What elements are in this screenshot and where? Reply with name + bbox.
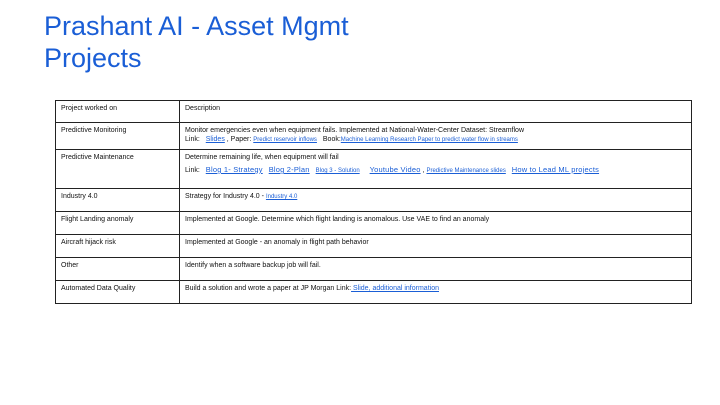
blog3-link[interactable]: Blog 3 - Solution: [315, 168, 360, 174]
project-description: [180, 189, 692, 212]
link-label: Link:: [185, 167, 200, 174]
description-text: Build a solution and wrote a paper at JP Morgan Link:: [185, 285, 352, 292]
project-description: Identify when a software backup job will fail.: [180, 258, 692, 281]
project-name: Automated Data Quality: [56, 281, 180, 304]
project-name: Predictive Monitoring: [56, 123, 180, 150]
header-project: Project worked on: [56, 101, 180, 123]
paper-label: , Paper:: [226, 136, 252, 143]
table-row: [56, 123, 692, 150]
comma: ,: [422, 167, 425, 174]
project-description: [180, 281, 692, 304]
project-name: Other: [56, 258, 180, 281]
links-line: [185, 165, 687, 176]
project-description: Implemented at Google - an anomaly in flight path behavior: [180, 235, 692, 258]
how-to-lead-link[interactable]: How to Lead ML projects: [511, 165, 600, 174]
links-line: [185, 135, 687, 145]
table-row: [56, 281, 692, 304]
project-name: Flight Landing anomaly: [56, 212, 180, 235]
slide-link[interactable]: Slide,: [351, 285, 371, 292]
industry-link[interactable]: Industry 4.0: [265, 194, 298, 200]
slides-link[interactable]: Slides: [205, 136, 225, 143]
project-name: Industry 4.0: [56, 189, 180, 212]
project-name: Predictive Maintenance: [56, 150, 180, 189]
table-row: [56, 212, 692, 235]
projects-table: [55, 100, 692, 304]
table-row: [56, 189, 692, 212]
slide-title: [44, 10, 684, 74]
table-header-row: [56, 101, 692, 123]
youtube-link[interactable]: Youtube Video: [369, 165, 421, 174]
project-description: [180, 150, 692, 189]
table-row: [56, 150, 692, 189]
book-link[interactable]: Machine Learning Research Paper to predict water flow in streams: [340, 137, 518, 143]
blog1-link[interactable]: Blog 1- Strategy: [205, 165, 263, 174]
project-description: Implemented at Google. Determine which flight landing is anomalous. Use VAE to find an anomaly: [180, 212, 692, 235]
book-label: Book:: [322, 136, 341, 143]
blog2-link[interactable]: Blog 2-Plan: [268, 165, 310, 174]
slide-title-line1: Prashant AI - Asset Mgmt: [44, 11, 349, 41]
description-text: Determine remaining life, when equipment will fail: [185, 154, 339, 161]
pm-slides-link[interactable]: Predictive Maintenance slides: [426, 168, 506, 174]
project-description: [180, 123, 692, 150]
description-text: Strategy for Industry 4.0 -: [185, 193, 264, 200]
slide-title-line2: Projects: [44, 43, 142, 73]
link-label: Link:: [185, 136, 200, 143]
description-text: Monitor emergencies even when equipment fails. Implemented at National-Water-Center Dataset: Streamflow: [185, 127, 525, 134]
paper-link[interactable]: Predict reservoir inflows: [253, 137, 317, 143]
table-row: [56, 258, 692, 281]
table-row: [56, 235, 692, 258]
header-description: Description: [180, 101, 692, 123]
additional-info-link[interactable]: additional information: [370, 285, 439, 292]
project-name: Aircraft hijack risk: [56, 235, 180, 258]
